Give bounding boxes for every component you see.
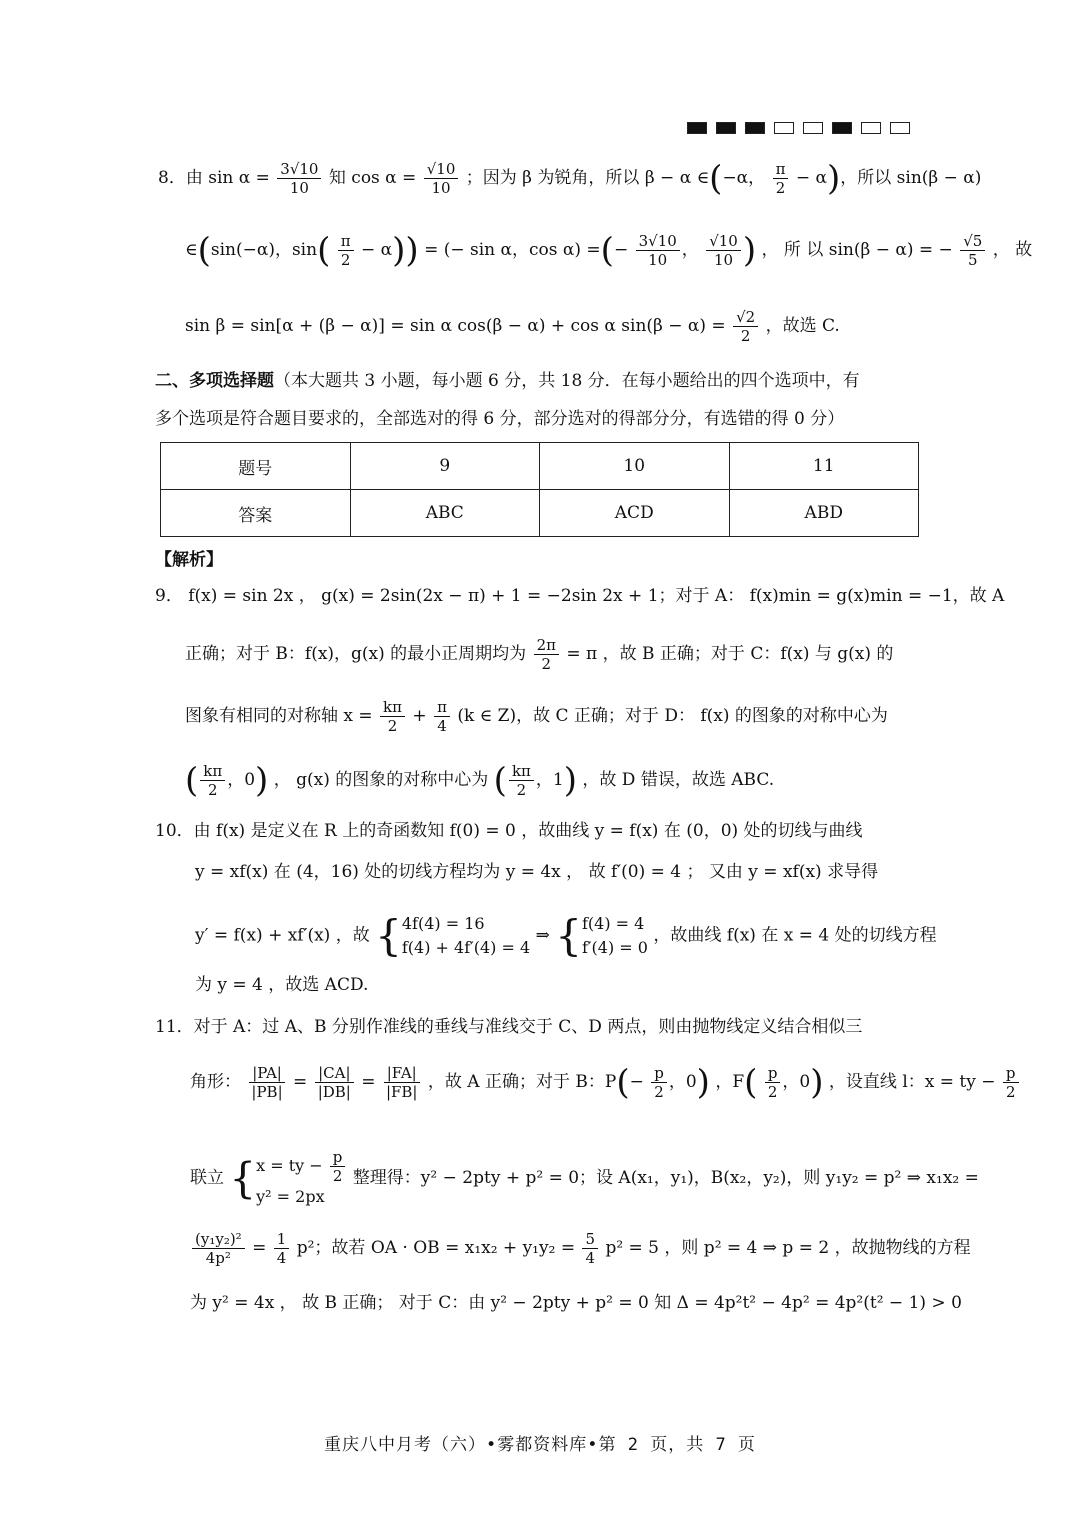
text-span: ，0 bbox=[227, 770, 256, 790]
analysis-label: 【解析】 bbox=[155, 550, 223, 570]
text-span: |CA| bbox=[315, 1064, 353, 1083]
text-span: 知 cos α = bbox=[328, 168, 417, 188]
q10-line3 bbox=[195, 912, 937, 960]
fraction bbox=[582, 1230, 598, 1267]
fraction bbox=[651, 1064, 667, 1101]
text-span: 2 bbox=[767, 1083, 778, 1101]
q11-line4 bbox=[190, 1230, 971, 1267]
text-span: ，所以 sin(β − α) bbox=[840, 168, 982, 188]
paren: ( bbox=[744, 1062, 758, 1103]
paren: ) bbox=[826, 158, 841, 199]
text-span: 2 bbox=[1005, 1083, 1016, 1101]
text-span: π bbox=[434, 698, 450, 717]
table-row bbox=[161, 490, 919, 537]
text-span: 10 bbox=[648, 251, 668, 269]
empty-square bbox=[774, 122, 794, 134]
paren: ) bbox=[810, 1062, 824, 1103]
text-span: ABC bbox=[350, 490, 540, 537]
section2-heading: 二、多项选择题（本大题共 3 小题，每小题 6 分，共 18 分．在每小题给出的四个选项中，有 多个选项是符合题目要求的，全部选对的得 6 分，部分选对的得部分分，有选错的得 0 分） bbox=[155, 371, 860, 429]
q10-line2: y = xf(x) 在 (4，16) 处的切线方程均为 y = 4x ， 故 f′(0) = 4 ； 又由 y = xf(x) 求导得 bbox=[195, 862, 879, 882]
q10-line1: 10．由 f(x) 是定义在 R 上的奇函数知 f(0) = 0 ，故曲线 y = f(x) 在 (0，0) 处的切线与曲线 bbox=[155, 821, 863, 841]
paren: ( bbox=[600, 230, 614, 271]
text-span bbox=[256, 1148, 347, 1185]
q9-line2 bbox=[185, 636, 893, 673]
text-span: |FA| bbox=[384, 1064, 420, 1083]
text-span: (k ∈ Z)，故 C 正确；对于 D： f(x) 的图象的对称中心为 bbox=[457, 706, 888, 726]
empty-square bbox=[861, 122, 881, 134]
text-span: ⇒ bbox=[535, 925, 550, 946]
text-span: p bbox=[1003, 1064, 1019, 1083]
text-span: y′ = f(x) + xf′(x) ，故 bbox=[195, 925, 370, 946]
text-span: 图象有相同的对称轴 x = bbox=[185, 706, 373, 726]
text-span: f′(4) = 0 bbox=[581, 938, 648, 957]
text-span: − α bbox=[795, 168, 827, 188]
text-span: 4 bbox=[437, 717, 447, 735]
fraction bbox=[424, 160, 459, 197]
paren: ( bbox=[709, 158, 723, 199]
text-span: p bbox=[330, 1148, 346, 1167]
text-span: 5 bbox=[967, 251, 978, 269]
paren: ( bbox=[493, 760, 507, 801]
q11-line2: 角形： $\frac{|PA|}{|PB|}$ = $\frac{|CA|}{|DB|}$ = $\frac{|FA|}{|FB|}$ ，故 A 正确；对于 B：P(− $\frac{p}{2}$ ，0) ，F( $\frac{p}{2}$ ，0) ，设直线 l：x = ty − $\frac{p}{2}$ bbox=[190, 1064, 1021, 1101]
empty-square bbox=[803, 122, 823, 134]
text-span: 8．由 sin α = bbox=[158, 168, 270, 188]
text-span: 2 bbox=[740, 327, 751, 345]
fraction bbox=[277, 160, 321, 197]
section2-title: 二、多项选择题 bbox=[155, 371, 274, 391]
fraction bbox=[1003, 1064, 1019, 1101]
text-span: = bbox=[252, 1238, 267, 1258]
q8-line2 bbox=[185, 232, 1032, 269]
paren: ( bbox=[185, 760, 199, 801]
fraction bbox=[274, 1230, 290, 1267]
text-span: |PA| bbox=[249, 1064, 285, 1083]
fraction bbox=[383, 1064, 421, 1101]
text-span: + bbox=[412, 706, 427, 726]
text-span: 题号 bbox=[161, 443, 351, 490]
fraction bbox=[960, 232, 985, 269]
paren: ) bbox=[563, 760, 577, 801]
text-span: ， 故 bbox=[992, 240, 1033, 260]
paren: ) bbox=[696, 1062, 710, 1103]
text-span: √5 bbox=[960, 232, 985, 251]
fraction bbox=[248, 1064, 285, 1101]
text-span: ，0 bbox=[668, 1072, 697, 1092]
text-span: p bbox=[765, 1064, 781, 1083]
text-span: 4p² bbox=[205, 1249, 231, 1267]
fraction bbox=[330, 1148, 346, 1185]
q10-line4: 为 y = 4 ，故选 ACD. bbox=[195, 975, 369, 995]
text-span: π bbox=[773, 160, 789, 179]
text-span: 答案 bbox=[161, 490, 351, 537]
q11-line5: 为 y² = 4x ， 故 B 正确； 对于 C：由 y² − 2pty + p² = 0 知 Δ = 4p²t² − 4p² = 4p²(t² − 1) > 0 bbox=[190, 1293, 962, 1313]
text-span: ， bbox=[681, 240, 699, 260]
table-header-row bbox=[161, 443, 919, 490]
text-span: 10 bbox=[431, 179, 451, 197]
text-span: p²；故若 OA · OB = x₁x₂ + y₁y₂ = bbox=[296, 1238, 576, 1258]
text-span: 1 bbox=[274, 1230, 290, 1249]
fraction bbox=[338, 232, 354, 269]
paren: ) bbox=[742, 230, 757, 271]
text-span: ABD bbox=[729, 490, 919, 537]
text-span: ，设直线 l：x = ty − bbox=[828, 1072, 996, 1092]
empty-square bbox=[890, 122, 910, 134]
text-span: 2 bbox=[775, 179, 786, 197]
page-footer: 重庆八中月考（六）•雾都资料库•第 2 页，共 7 页 bbox=[324, 1435, 756, 1455]
answer-table bbox=[160, 442, 919, 537]
filled-square bbox=[687, 122, 707, 134]
text-span: 4 bbox=[585, 1249, 596, 1267]
q8-line3 bbox=[185, 308, 840, 345]
fraction bbox=[380, 698, 405, 735]
fraction bbox=[434, 698, 450, 735]
text-span: f(4) + 4f′(4) = 4 bbox=[401, 938, 531, 957]
text-span: ，F bbox=[715, 1072, 745, 1092]
text-span: −α， bbox=[722, 168, 766, 188]
text-span: 2π bbox=[534, 636, 559, 655]
text-span: ，1 bbox=[535, 770, 564, 790]
fraction bbox=[636, 232, 680, 269]
paren: ( bbox=[197, 230, 211, 271]
fraction bbox=[706, 232, 741, 269]
text-span: 2 bbox=[387, 717, 398, 735]
text-span: ， g(x) 的图象的对称中心为 bbox=[273, 770, 489, 790]
text-span: sin β = sin[α + (β − α)] = sin α cos(β − α) + cos α sin(β − α) = bbox=[185, 316, 726, 336]
paren: )) bbox=[392, 230, 419, 271]
equation-system bbox=[402, 912, 530, 960]
fraction bbox=[200, 762, 225, 799]
equation-system bbox=[256, 1148, 347, 1209]
q11-line3 bbox=[190, 1148, 979, 1209]
text-span: = (− sin α，cos α) = bbox=[424, 240, 601, 260]
brace: { bbox=[375, 911, 402, 960]
text-span: 整理得：y² − 2pty + p² = 0；设 A(x₁，y₁)，B(x₂，y₂)，则 y₁y₂ = p² ⇒ x₁x₂ = bbox=[352, 1168, 979, 1188]
text-span: p bbox=[651, 1064, 667, 1083]
text-span: sin(−α)，sin bbox=[210, 240, 318, 260]
text-span: |PB| bbox=[251, 1083, 283, 1101]
text-span: ，故 D 错误，故选 ABC. bbox=[582, 770, 775, 790]
text-span: ， 所 以 sin(β − α) = − bbox=[761, 240, 953, 260]
brace: { bbox=[229, 1153, 257, 1203]
text-span: 联立 bbox=[190, 1168, 224, 1188]
paren: ( bbox=[616, 1062, 630, 1103]
text-span: − bbox=[613, 240, 629, 260]
text-span: ∈ bbox=[185, 240, 198, 260]
text-span: 2 bbox=[207, 781, 218, 799]
text-span: 2 bbox=[332, 1167, 343, 1185]
text-span: 10 bbox=[540, 443, 730, 490]
text-span: 2 bbox=[541, 655, 552, 673]
text-span: √10 bbox=[424, 160, 459, 179]
text-span: 4f(4) = 16 bbox=[401, 914, 485, 933]
paren: ) bbox=[255, 760, 269, 801]
progress-squares bbox=[687, 122, 910, 134]
q9-line4 bbox=[185, 762, 774, 799]
fraction bbox=[534, 636, 559, 673]
equation-system bbox=[582, 912, 648, 960]
fraction bbox=[192, 1230, 245, 1267]
q9-line3 bbox=[185, 698, 888, 735]
text-span: f(4) = 4 bbox=[581, 914, 645, 933]
text-span: kπ bbox=[380, 698, 405, 717]
text-span: 2 bbox=[516, 781, 527, 799]
fraction bbox=[733, 308, 758, 345]
q8-line1 bbox=[158, 160, 981, 197]
fraction bbox=[315, 1064, 354, 1101]
q9-line1: 9． f(x) = sin 2x ， g(x) = 2sin(2x − π) + 1 = −2sin 2x + 1；对于 A： f(x)min = g(x)min = −1，故 A bbox=[155, 586, 1005, 606]
text-span: 10 bbox=[289, 179, 309, 197]
text-span: ，0 bbox=[782, 1072, 811, 1092]
q11-line1: 11．对于 A：过 A、B 分别作准线的垂线与准线交于 C、D 两点，则由抛物线定义结合相似三 bbox=[155, 1017, 863, 1037]
text-span: y² = 2px bbox=[256, 1187, 325, 1206]
text-span: 3√10 bbox=[636, 232, 680, 251]
fraction bbox=[509, 762, 534, 799]
text-span: |DB| bbox=[317, 1083, 351, 1101]
text-span: 2 bbox=[654, 1083, 664, 1101]
text-span: (y₁y₂)² bbox=[192, 1230, 245, 1249]
text-span: = π ，故 B 正确；对于 C：f(x) 与 g(x) 的 bbox=[566, 644, 894, 664]
paren: ( bbox=[317, 230, 331, 271]
text-span: ACD bbox=[540, 490, 730, 537]
text-span: 正确；对于 B：f(x)，g(x) 的最小正周期均为 bbox=[185, 644, 527, 664]
text-span: − bbox=[629, 1072, 644, 1092]
text-span: − α bbox=[361, 240, 393, 260]
fraction bbox=[765, 1064, 781, 1101]
text-span: 2 bbox=[340, 251, 351, 269]
text-span: x = ty − bbox=[256, 1156, 323, 1175]
text-span: ，故曲线 f(x) 在 x = 4 处的切线方程 bbox=[653, 925, 937, 946]
filled-square bbox=[745, 122, 765, 134]
text-span: kπ bbox=[200, 762, 225, 781]
fraction bbox=[773, 160, 789, 197]
text-span: ，故 A 正确；对于 B：P bbox=[427, 1072, 617, 1092]
text-span: |FB| bbox=[385, 1083, 418, 1101]
filled-square bbox=[832, 122, 852, 134]
text-span: 5 bbox=[582, 1230, 598, 1249]
text-span: kπ bbox=[509, 762, 534, 781]
text-span: π bbox=[338, 232, 354, 251]
text-span: 10 bbox=[713, 251, 734, 269]
brace: { bbox=[555, 911, 582, 960]
text-span: ，故选 C. bbox=[765, 316, 840, 336]
text-span: 11 bbox=[729, 443, 919, 490]
text-span: 4 bbox=[276, 1249, 287, 1267]
text-span: 9 bbox=[350, 443, 540, 490]
filled-square bbox=[716, 122, 736, 134]
text-span: ；因为 β 为锐角，所以 β − α ∈ bbox=[465, 168, 710, 188]
text-span: 角形： bbox=[190, 1072, 241, 1092]
text-span: 3√10 bbox=[277, 160, 321, 179]
text-span: √10 bbox=[706, 232, 741, 251]
text-span: p² = 5 ，则 p² = 4 ⇒ p = 2 ，故抛物线的方程 bbox=[605, 1238, 971, 1258]
text-span: √2 bbox=[733, 308, 758, 327]
